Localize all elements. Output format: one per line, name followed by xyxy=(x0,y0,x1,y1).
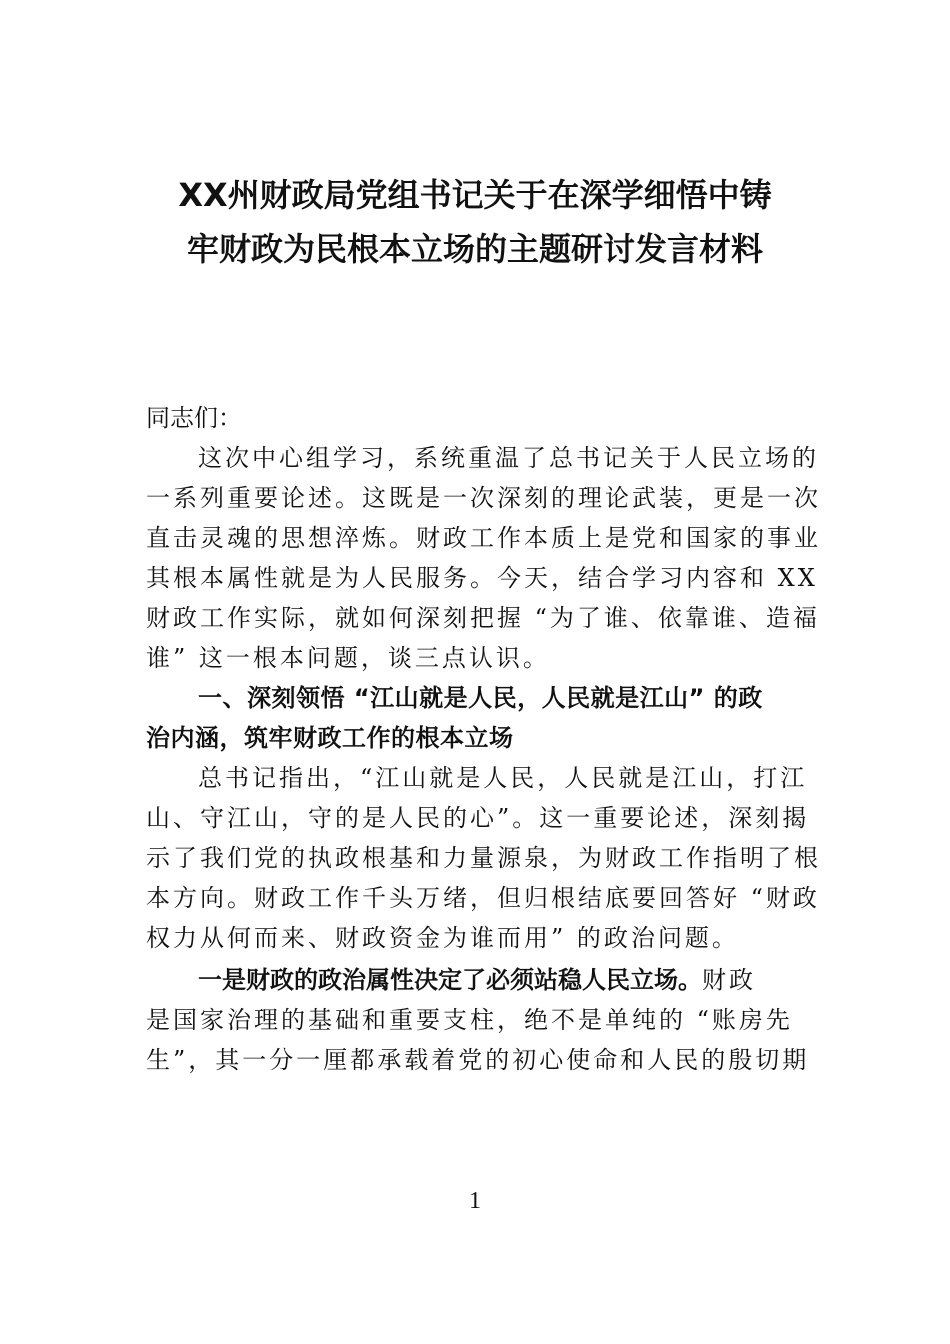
section1-heading-line-1: 一、深刻领悟 “江山就是人民，人民就是江山” 的政 xyxy=(198,684,763,712)
point1-line-2: 是国家治理的基础和重要支柱，绝不是单纯的 “账房先 xyxy=(146,1006,793,1034)
document-title xyxy=(120,168,830,276)
section1-para-line-5: 权力从何而来、财政资金为谁而用” 的政治问题。 xyxy=(146,924,739,952)
intro-line-1: 这次中心组学习，系统重温了总书记关于人民立场的 xyxy=(198,444,819,472)
intro-line-3: 直击灵魂的思想淬炼。财政工作本质上是党和国家的事业 xyxy=(146,524,821,552)
salutation: 同志们： xyxy=(146,404,242,432)
title-line-1: XX州财政局党组书记关于在深学细悟中铸 xyxy=(178,176,772,214)
title-line-2: 牢财政为民根本立场的主题研讨发言材料 xyxy=(186,230,763,268)
section1-para-line-2: 山、守江山，守的是人民的心”。这一重要论述，深刻揭 xyxy=(146,804,810,832)
intro-line-2: 一系列重要论述。这既是一次深刻的理论武装，更是一次 xyxy=(146,484,821,512)
section1-heading-line-2: 治内涵，筑牢财政工作的根本立场 xyxy=(146,724,514,752)
section1-para-line-4: 本方向。财政工作千头万绪，但归根结底要回答好 “财政 xyxy=(146,884,820,912)
point1-first-line xyxy=(146,960,808,1000)
page-number: 1 xyxy=(469,1188,481,1214)
section1-para-line-1: 总书记指出，“江山就是人民，人民就是江山，打江 xyxy=(198,764,808,792)
intro-line-4: 其根本属性就是为人民服务。今天，结合学习内容和 XX xyxy=(146,564,818,592)
point1-lead-tail: 财政 xyxy=(702,966,756,994)
point1-line-3: 生”，其一分一厘都承载着党的初心使命和人民的殷切期 xyxy=(146,1046,810,1074)
point1-bold-lead: 一是财政的政治属性决定了必须站稳人民立场。 xyxy=(198,966,702,994)
document-body xyxy=(146,398,821,1080)
intro-line-5: 财政工作实际，就如何深刻把握 “为了谁、依靠谁、造福 xyxy=(146,604,820,632)
section1-para-line-3: 示了我们党的执政根基和力量源泉，为财政工作指明了根 xyxy=(146,844,821,872)
intro-line-6: 谁” 这一根本问题，谈三点认识。 xyxy=(146,644,550,672)
